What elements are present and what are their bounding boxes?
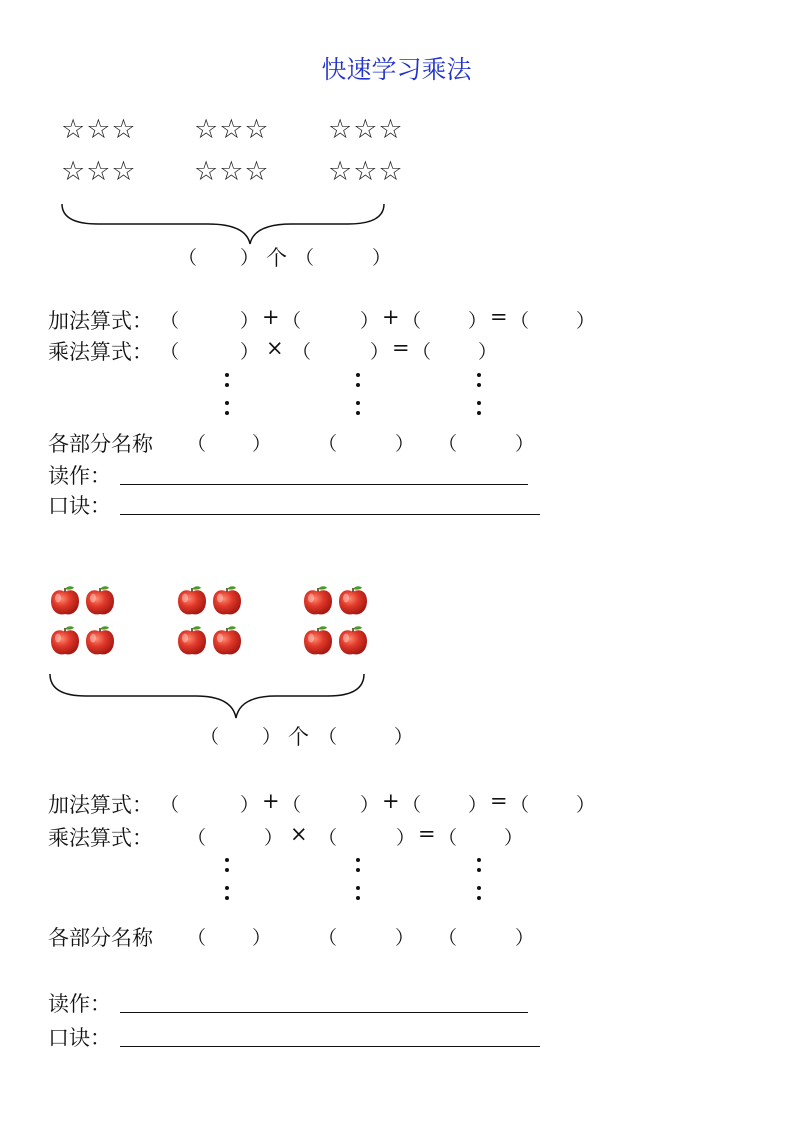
star-group-1-row-1: ☆☆☆ bbox=[61, 114, 137, 145]
paren-close: ） bbox=[240, 247, 260, 269]
paren-open: （ bbox=[160, 310, 180, 332]
paren-close: ） bbox=[240, 794, 260, 816]
red-apple-icon bbox=[175, 624, 209, 658]
times-sign: × bbox=[290, 822, 308, 846]
rhyme-label: 口诀： bbox=[48, 494, 111, 518]
red-apple-icon bbox=[48, 584, 82, 618]
equals-sign: = bbox=[490, 789, 508, 813]
rhyme-label: 口诀： bbox=[48, 1026, 111, 1050]
paren-close: ） bbox=[370, 341, 390, 363]
multiplication-label: 乘法算式： bbox=[48, 826, 153, 850]
paren-close: ） bbox=[372, 247, 392, 269]
plus-sign: + bbox=[262, 305, 280, 329]
unit-ge: 个 bbox=[288, 725, 309, 749]
parts-label: 各部分名称 bbox=[48, 926, 153, 950]
paren-close: ） bbox=[576, 310, 596, 332]
red-apple-icon bbox=[83, 584, 117, 618]
plus-sign: + bbox=[382, 305, 400, 329]
paren-close: ） bbox=[360, 794, 380, 816]
paren-open: （ bbox=[282, 794, 302, 816]
addition-label: 加法算式： bbox=[48, 793, 153, 817]
red-apple-icon bbox=[301, 624, 335, 658]
paren-close: ） bbox=[240, 310, 260, 332]
read-answer-line[interactable] bbox=[120, 1012, 528, 1013]
paren-close: ） bbox=[576, 794, 596, 816]
paren-open: （ bbox=[438, 827, 458, 849]
paren-open: （ bbox=[187, 433, 207, 455]
dots-column bbox=[477, 858, 483, 906]
dots-column bbox=[356, 373, 362, 421]
paren-open: （ bbox=[295, 247, 315, 269]
star-group-1-row-2: ☆☆☆ bbox=[61, 156, 137, 187]
dots-column bbox=[477, 373, 483, 421]
paren-open: （ bbox=[160, 794, 180, 816]
paren-close: ） bbox=[252, 927, 272, 949]
red-apple-icon bbox=[83, 624, 117, 658]
paren-close: ） bbox=[394, 726, 414, 748]
paren-open: （ bbox=[402, 310, 422, 332]
paren-close: ） bbox=[515, 927, 535, 949]
dots-column bbox=[225, 858, 231, 906]
paren-close: ） bbox=[264, 827, 284, 849]
equals-sign: = bbox=[392, 336, 410, 360]
paren-open: （ bbox=[318, 827, 338, 849]
paren-open: （ bbox=[318, 726, 338, 748]
star-group-2-row-2: ☆☆☆ bbox=[194, 156, 270, 187]
paren-open: （ bbox=[510, 310, 530, 332]
star-group-2-row-1: ☆☆☆ bbox=[194, 114, 270, 145]
equals-sign: = bbox=[418, 822, 436, 846]
paren-open: （ bbox=[282, 310, 302, 332]
paren-close: ） bbox=[240, 341, 260, 363]
paren-close: ） bbox=[395, 927, 415, 949]
read-label: 读作： bbox=[48, 464, 111, 488]
paren-close: ） bbox=[504, 827, 524, 849]
star-group-3-row-1: ☆☆☆ bbox=[328, 114, 404, 145]
star-group-3-row-2: ☆☆☆ bbox=[328, 156, 404, 187]
read-label: 读作： bbox=[48, 992, 111, 1016]
red-apple-icon bbox=[301, 584, 335, 618]
red-apple-icon bbox=[210, 584, 244, 618]
plus-sign: + bbox=[262, 789, 280, 813]
red-apple-icon bbox=[336, 584, 370, 618]
paren-close: ） bbox=[468, 310, 488, 332]
paren-open: （ bbox=[510, 794, 530, 816]
paren-open: （ bbox=[438, 927, 458, 949]
dots-column bbox=[225, 373, 231, 421]
paren-open: （ bbox=[200, 726, 220, 748]
paren-close: ） bbox=[262, 726, 282, 748]
read-answer-line[interactable] bbox=[120, 484, 528, 485]
red-apple-icon bbox=[210, 624, 244, 658]
unit-ge: 个 bbox=[266, 246, 287, 270]
page-title: 快速学习乘法 bbox=[321, 55, 472, 84]
paren-open: （ bbox=[160, 341, 180, 363]
paren-close: ） bbox=[396, 827, 416, 849]
paren-open: （ bbox=[178, 247, 198, 269]
plus-sign: + bbox=[382, 789, 400, 813]
times-sign: × bbox=[266, 336, 284, 360]
paren-close: ） bbox=[252, 433, 272, 455]
curly-brace bbox=[58, 200, 388, 250]
paren-open: （ bbox=[292, 341, 312, 363]
dots-column bbox=[356, 858, 362, 906]
red-apple-icon bbox=[175, 584, 209, 618]
paren-close: ） bbox=[395, 433, 415, 455]
equals-sign: = bbox=[490, 305, 508, 329]
paren-open: （ bbox=[187, 827, 207, 849]
red-apple-icon bbox=[336, 624, 370, 658]
curly-brace bbox=[46, 670, 368, 722]
paren-open: （ bbox=[438, 433, 458, 455]
rhyme-answer-line[interactable] bbox=[120, 1046, 540, 1047]
parts-label: 各部分名称 bbox=[48, 432, 153, 456]
paren-open: （ bbox=[402, 794, 422, 816]
paren-open: （ bbox=[412, 341, 432, 363]
paren-close: ） bbox=[360, 310, 380, 332]
paren-close: ） bbox=[515, 433, 535, 455]
paren-open: （ bbox=[318, 433, 338, 455]
addition-label: 加法算式： bbox=[48, 309, 153, 333]
paren-open: （ bbox=[187, 927, 207, 949]
paren-open: （ bbox=[318, 927, 338, 949]
paren-close: ） bbox=[478, 341, 498, 363]
paren-close: ） bbox=[468, 794, 488, 816]
rhyme-answer-line[interactable] bbox=[120, 514, 540, 515]
multiplication-label: 乘法算式： bbox=[48, 340, 153, 364]
red-apple-icon bbox=[48, 624, 82, 658]
